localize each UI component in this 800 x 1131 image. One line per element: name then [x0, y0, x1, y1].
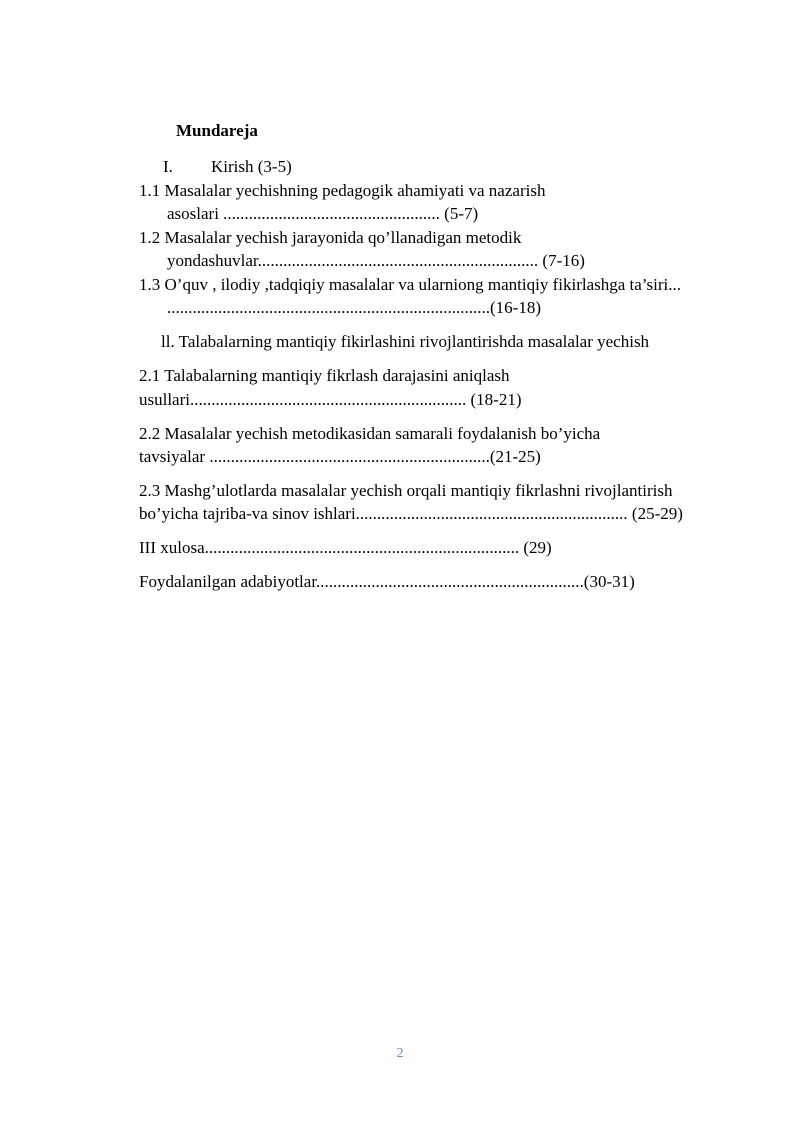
toc-title: Mundareja [176, 121, 258, 140]
toc-entry-1-3-line2: ............................................................................(16-18) [167, 298, 541, 317]
toc-entry-2-1-line1: 2.1 Talabalarning mantiqiy fikrlash darajasini aniqlash [139, 366, 510, 385]
toc-entry-1-3-line1: 1.3 O’quv , ilodiy ,tadqiqiy masalalar va ularniong mantiqiy fikirlashga ta’siri... [139, 275, 681, 294]
toc-entry-1-2-line2: yondashuvlar.................................................................. (7-16) [167, 251, 585, 270]
toc-entry-2-2-line1: 2.2 Masalalar yechish metodikasidan samarali foydalanish bo’yicha [139, 424, 601, 443]
toc-chapter-2-heading: ll. Talabalarning mantiqiy fikirlashini rivojlantirishda masalalar yechish [161, 332, 650, 351]
toc-entry-2-3-line2: bo’yicha tajriba-va sinov ishlari................................................................ (25-29) [139, 504, 683, 523]
toc-entry-kirish-numeral: I. [163, 157, 173, 176]
toc-entry-1-1-line1: 1.1 Masalalar yechishning pedagogik ahamiyati va nazarish [139, 181, 546, 200]
toc-entry-adabiyotlar: Foydalanilgan adabiyotlar...............................................................(30-31) [139, 572, 635, 591]
toc-entry-2-1-line2: usullari................................................................. (18-21) [139, 390, 522, 409]
toc-entry-1-2-line1: 1.2 Masalalar yechish jarayonida qo’llanadigan metodik [139, 228, 522, 247]
toc-entry-2-2-line2: tavsiyalar ..................................................................(21-25) [139, 447, 541, 466]
page-number: 2 [396, 1046, 404, 1061]
toc-entry-xulosa: III xulosa.......................................................................... (29) [139, 538, 552, 557]
toc-entry-1-1-line2: asoslari ................................................... (5-7) [167, 204, 479, 223]
toc-entry-kirish: Kirish (3-5) [211, 157, 292, 176]
toc-entry-2-3-line1: 2.3 Mashg’ulotlarda masalalar yechish orqali mantiqiy fikrlashni rivojlantirish [139, 481, 673, 500]
